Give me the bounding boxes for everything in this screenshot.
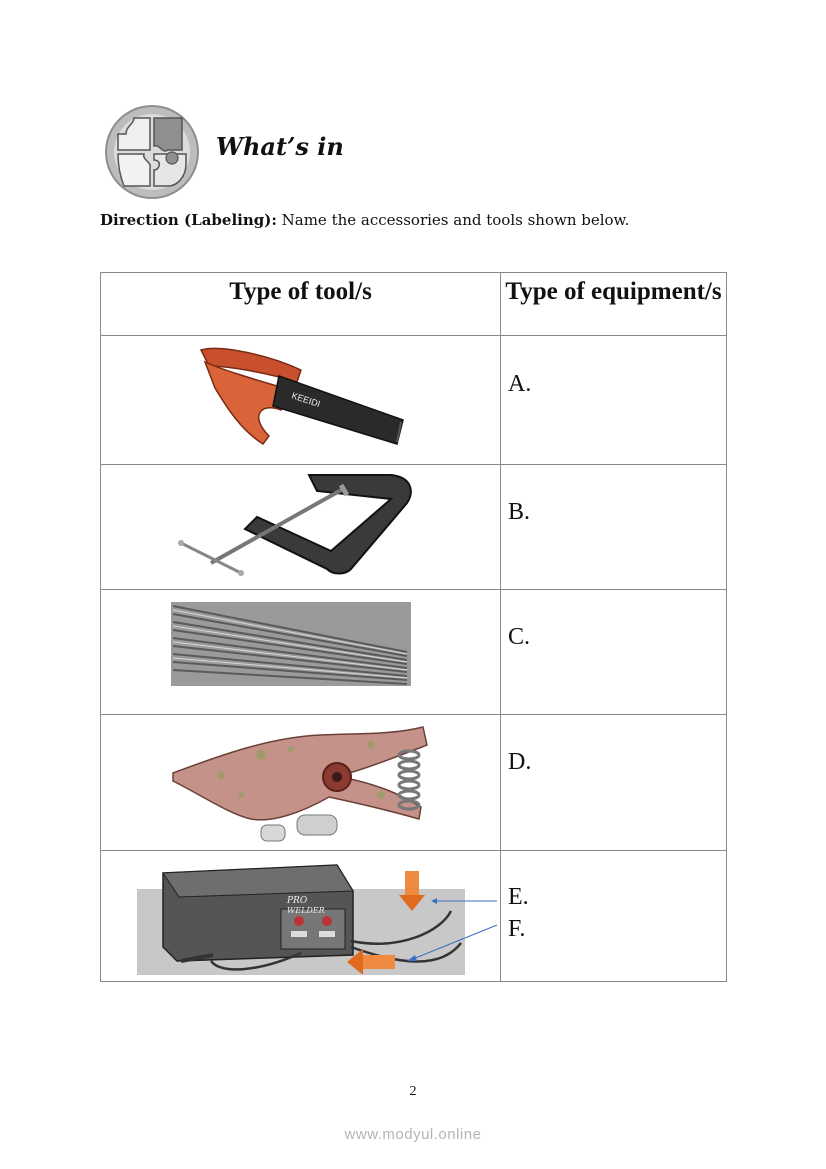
header-equipment-text: Type of equipment/s (505, 278, 722, 305)
answer-cell (501, 851, 727, 982)
answer-label-e: E. (508, 884, 529, 910)
answer-cell (501, 336, 727, 465)
table-row (101, 336, 727, 465)
machine-label-pro: PRO (287, 896, 308, 906)
section-heading: What’s in (216, 132, 344, 161)
answer-label-a: A. (508, 371, 532, 397)
puzzle-icon (104, 104, 200, 200)
header-tools: Type of tool/s (101, 273, 501, 336)
table-row (101, 851, 727, 982)
direction-text (100, 211, 629, 229)
welding-rods-icon (101, 590, 500, 714)
ground-clamp-icon (101, 715, 500, 850)
answer-cell (501, 715, 727, 851)
electrode-holder-icon (101, 336, 500, 464)
table-row (101, 715, 727, 851)
tool-image-cell (101, 851, 501, 982)
machine-label-welder: WELDER (287, 906, 325, 915)
labeling-table (100, 272, 727, 982)
answer-cell (501, 465, 727, 590)
answer-label-d: D. (508, 749, 532, 775)
page-number: 2 (409, 1084, 417, 1099)
footer-watermark: www.modyul.online (344, 1126, 482, 1143)
table-row (101, 590, 727, 715)
c-clamp-icon (101, 465, 500, 589)
header-equipment (501, 273, 727, 336)
direction-label: Direction (Labeling): (100, 211, 277, 229)
answer-label-f: F. (508, 916, 526, 942)
tool-image-cell (101, 465, 501, 590)
direction-instruction: Name the accessories and tools shown below. (276, 211, 630, 229)
welding-machine-icon (101, 851, 500, 981)
answer-cell (501, 590, 727, 715)
tool-image-cell (101, 336, 501, 465)
table-header-row (101, 273, 727, 336)
answer-label-b: B. (508, 499, 531, 525)
answer-label-c: C. (508, 624, 531, 650)
table-row (101, 465, 727, 590)
tool-image-cell (101, 715, 501, 851)
tool-image-cell (101, 590, 501, 715)
svg-text:KEEIDI: KEEIDI (290, 390, 322, 410)
